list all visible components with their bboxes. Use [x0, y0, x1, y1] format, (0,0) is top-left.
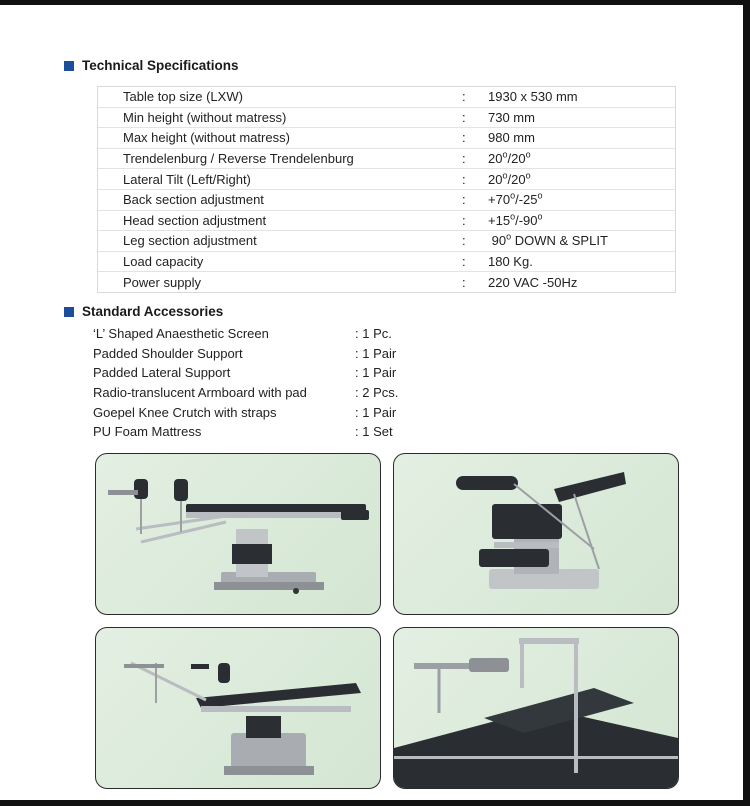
spec-colon: : [462, 254, 466, 270]
spec-colon: : [462, 109, 466, 125]
spec-label: Head section adjustment [123, 212, 267, 228]
spec-row [98, 128, 675, 149]
spec-colon: : [462, 130, 466, 146]
spec-label: Max height (without matress) [123, 130, 290, 146]
accessory-quantity: : 1 Set [355, 424, 393, 440]
spec-row [98, 149, 675, 170]
spec-table [97, 86, 676, 293]
spec-row [98, 252, 675, 273]
accessory-name: PU Foam Mattress [93, 424, 202, 440]
accessory-item [93, 344, 398, 364]
spec-label: Lateral Tilt (Left/Right) [123, 171, 251, 187]
accessory-name: Goepel Knee Crutch with straps [93, 404, 277, 420]
tech-spec-heading [64, 58, 239, 73]
spec-value: 180 Kg. [488, 254, 533, 270]
spec-value: $+70^o/-25^o$ [488, 190, 543, 208]
photo-table-with-leg-supports [95, 453, 381, 615]
accessory-quantity: : 1 Pc. [355, 326, 392, 342]
spec-value: 730 mm [488, 109, 535, 125]
spec-row [98, 231, 675, 252]
spec-colon: : [462, 233, 466, 249]
accessory-item [93, 422, 398, 442]
spec-label: Power supply [123, 274, 202, 290]
accessory-name: Padded Lateral Support [93, 365, 231, 381]
photo-table-with-anaesthetic-screen [393, 453, 679, 615]
spec-label: Min height (without matress) [123, 109, 287, 125]
spec-label: Load capacity [123, 254, 204, 270]
spec-colon: : [462, 192, 466, 208]
top-border [0, 0, 750, 5]
spec-label: Leg section adjustment [123, 233, 257, 249]
accessory-quantity: : 2 Pcs. [355, 385, 399, 401]
heading-bullet-icon [64, 61, 74, 71]
spec-colon: : [462, 171, 466, 187]
accessory-quantity: : 1 Pair [355, 345, 397, 361]
spec-colon: : [462, 89, 466, 105]
spec-value: 1930 x 530 mm [488, 89, 578, 105]
spec-colon: : [462, 151, 466, 167]
operating-table-illustration-1 [96, 454, 380, 614]
accessory-item [93, 324, 398, 344]
tech-spec-title: Technical Specifications [82, 58, 239, 73]
bottom-border [0, 800, 750, 806]
accessory-item [93, 402, 398, 422]
spec-colon: : [462, 212, 466, 228]
photo-table-tilted [95, 627, 381, 789]
spec-colon: : [462, 274, 466, 290]
spec-value: 220 VAC -50Hz [488, 274, 578, 290]
accessories-title: Standard Accessories [82, 304, 224, 319]
spec-row [98, 87, 675, 108]
operating-table-illustration-2 [394, 454, 678, 614]
accessory-quantity: : 1 Pair [355, 365, 397, 381]
accessories-heading [64, 304, 223, 319]
operating-table-illustration-4 [394, 628, 678, 788]
spec-row [98, 211, 675, 232]
photo-table-with-shoulder-support [393, 627, 679, 789]
accessory-item [93, 363, 398, 383]
spec-value: $+15^o/-90^o$ [488, 211, 543, 228]
accessory-name: Radio-translucent Armboard with pad [93, 385, 307, 401]
accessory-item [93, 383, 398, 403]
accessory-quantity: : 1 Pair [355, 404, 397, 420]
spec-row [98, 190, 675, 211]
accessory-name: ‘L’ Shaped Anaesthetic Screen [93, 326, 269, 342]
spec-label: Table top size (LXW) [123, 89, 243, 105]
accessory-name: Padded Shoulder Support [93, 345, 243, 361]
spec-value: 20$^o$/20$^o$ [488, 149, 531, 167]
spec-value: 980 mm [488, 130, 535, 146]
spec-value: 20$^o$/20$^o$ [488, 170, 531, 187]
accessories-list [93, 324, 398, 442]
right-border [743, 0, 750, 806]
spec-label: Back section adjustment [123, 192, 264, 208]
spec-row [98, 272, 675, 292]
spec-label: Trendelenburg / Reverse Trendelenburg [123, 151, 354, 167]
operating-table-illustration-3 [96, 628, 380, 788]
heading-bullet-icon [64, 307, 74, 317]
spec-row [98, 169, 675, 190]
spec-value: 90$^o$ DOWN & SPLIT [488, 232, 608, 249]
spec-row [98, 108, 675, 129]
